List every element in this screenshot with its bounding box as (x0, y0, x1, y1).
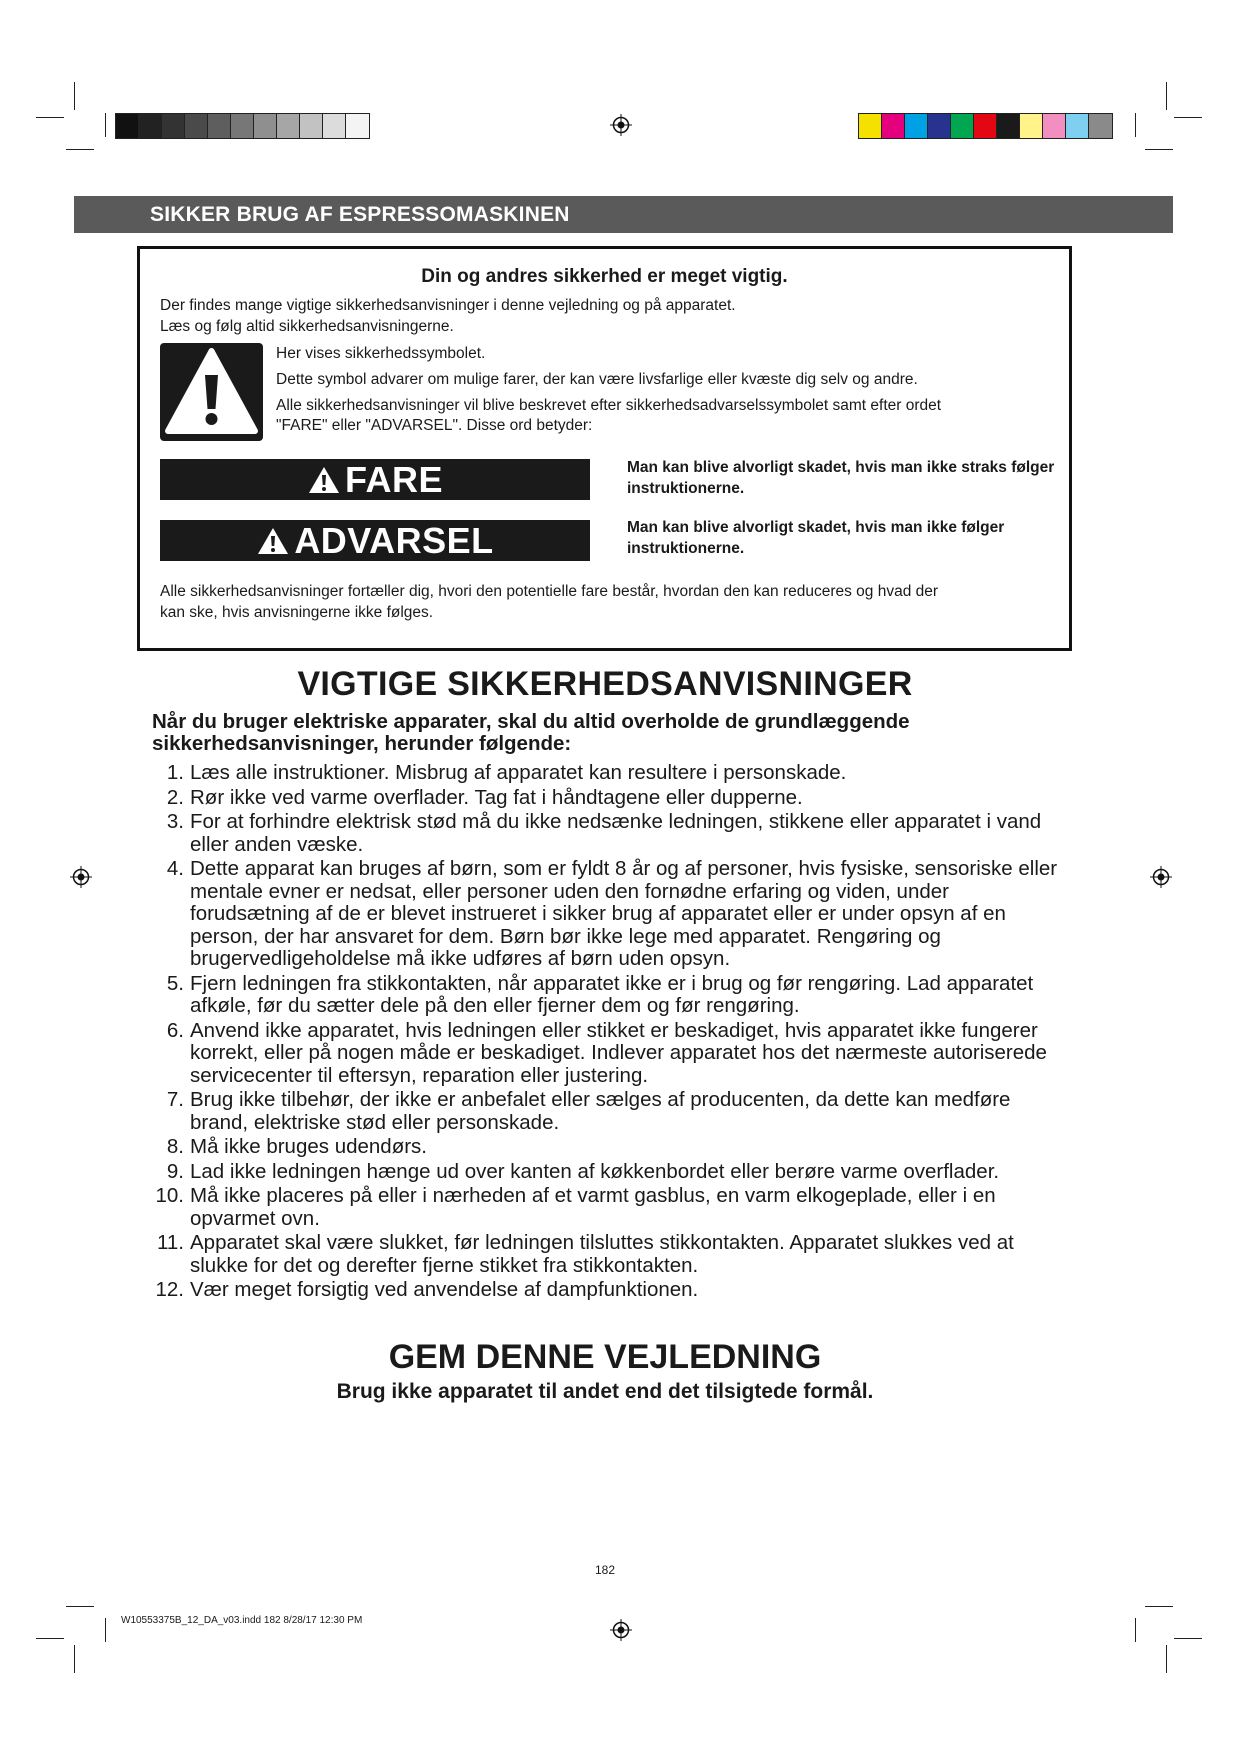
list-item-number: 7. (166, 1088, 184, 1111)
color-swatch (905, 114, 928, 138)
warning-triangle-icon (307, 465, 341, 495)
safety-instructions-list (150, 762, 1070, 1304)
safety-intro-line: Læs og følg altid sikkerhedsanvisningerne. (160, 318, 454, 335)
safety-closing-line: kan ske, hvis anvisningerne ikke følges. (160, 604, 434, 621)
symbol-text-line: "FARE" eller "ADVARSEL". Disse ord betyder: (276, 417, 593, 434)
crop-mark (1135, 113, 1136, 137)
color-swatch (208, 114, 231, 138)
list-item-number: 9. (166, 1159, 184, 1183)
crop-mark (1145, 149, 1173, 150)
color-swatch (859, 114, 882, 138)
safety-alert-symbol-icon (160, 343, 263, 441)
list-item-text: Vær meget forsigtig ved anvendelse af dampfunktionen. (190, 1278, 699, 1301)
color-swatch (1043, 114, 1066, 138)
crop-mark (1174, 1638, 1202, 1639)
color-swatch (300, 114, 323, 138)
safety-title: Din og andres sikkerhed er meget vigtig. (421, 266, 788, 287)
list-item (150, 1279, 1070, 1302)
registration-mark-icon (70, 866, 92, 888)
symbol-text-line: Alle sikkerhedsanvisninger vil blive beskrevet efter sikkerhedsadvarselssymbolet samt efter ordet (276, 397, 942, 414)
list-item (150, 1185, 1070, 1230)
crop-mark (105, 1618, 106, 1642)
color-swatch (139, 114, 162, 138)
advarsel-label-text: ADVARSEL (294, 519, 494, 561)
list-item-text: Dette apparat kan bruges af børn, som er fyldt 8 år og af personer, hvis fysiske, sensoriske eller mentale evner er nedsat, eller personer uden den fornødne erfaring og viden, under forudsætning af de er blevet instrueret i sikker brug af apparatet eller er under opsyn af en person, der har ansvaret for dem. Børn bør ikke lege med apparatet. Rengøring og brugervedligeholdelse må ikke udføres af børn uden opsyn. (190, 857, 1058, 970)
fare-label-text: FARE (344, 458, 443, 500)
fare-description: Man kan blive alvorligt skadet, hvis man ikke straks følger instruktionerne. (627, 459, 1055, 497)
color-swatch (1020, 114, 1043, 138)
symbol-text-line: Dette symbol advarer om mulige farer, der kan være livsfarlige eller kvæste dig selv og andre. (276, 371, 918, 388)
list-item-text: Læs alle instruktioner. Misbrug af apparatet kan resultere i personskade. (190, 761, 847, 784)
list-item-text: Fjern ledningen fra stikkontakten, når apparatet ikke er i brug og før rengøring. Lad apparatet afkøle, før du sætter dele på den eller fjerner dem og før rengøring. (190, 971, 1034, 1017)
crop-mark (66, 1606, 94, 1607)
color-swatch (882, 114, 905, 138)
process-color-bar (858, 113, 1113, 139)
fare-signal-label (160, 459, 590, 500)
crop-mark (1166, 1645, 1167, 1673)
color-swatch (1089, 114, 1112, 138)
color-swatch (323, 114, 346, 138)
crop-mark (1145, 1606, 1173, 1607)
color-swatch (346, 114, 369, 138)
list-item-number: 3. (166, 810, 184, 833)
list-item (150, 1136, 1070, 1159)
list-item (150, 1232, 1070, 1277)
list-item-number: 5. (166, 971, 184, 995)
warning-triangle-icon (256, 526, 290, 556)
list-item-number: 11. (157, 1231, 184, 1254)
list-item-text: Apparatet skal være slukket, før ledningen tilsluttes stikkontakten. Apparatet slukkes ved at slukke for det og derefter fjerne stikket fra stikkontakten. (190, 1231, 1014, 1277)
crop-mark (74, 82, 75, 110)
registration-mark-icon (1150, 866, 1172, 888)
crop-mark (105, 113, 106, 137)
page-number: 182 (594, 1563, 616, 1577)
color-swatch (951, 114, 974, 138)
crop-mark (1174, 117, 1202, 118)
section-header-title: SIKKER BRUG AF ESPRESSOMASKINEN (150, 203, 570, 226)
print-slug: W10553375B_12_DA_v03.indd 182 8/28/17 12:30 PM (121, 1615, 363, 1626)
list-item (150, 811, 1070, 856)
color-swatch (974, 114, 997, 138)
list-item-number: 6. (166, 1018, 184, 1042)
list-item (150, 762, 1070, 785)
symbol-text-line: Her vises sikkerhedssymbolet. (276, 345, 486, 362)
list-item-text: Rør ikke ved varme overflader. Tag fat i håndtagene eller dupperne. (190, 785, 803, 809)
list-item (150, 1020, 1070, 1088)
color-swatch (116, 114, 139, 138)
list-item-number: 1. (166, 761, 184, 784)
section-header-bar (74, 196, 1173, 233)
list-item (150, 787, 1070, 810)
safety-notice-box (137, 246, 1072, 651)
advarsel-description: Man kan blive alvorligt skadet, hvis man ikke følger instruktionerne. (627, 519, 1005, 557)
list-item-number: 12. (155, 1278, 184, 1301)
crop-mark (1135, 1618, 1136, 1642)
list-item-number: 8. (166, 1135, 184, 1158)
gray-color-bar (115, 113, 370, 139)
color-swatch (162, 114, 185, 138)
crop-mark (74, 1645, 75, 1673)
crop-mark (1166, 82, 1167, 110)
registration-mark-icon (610, 1619, 632, 1641)
color-swatch (254, 114, 277, 138)
list-item (150, 1161, 1070, 1184)
list-item-number: 2. (166, 785, 184, 809)
list-item-number: 10. (155, 1184, 184, 1207)
crop-mark (36, 117, 64, 118)
instructions-intro (152, 711, 1052, 755)
list-item (150, 1089, 1070, 1134)
color-swatch (1066, 114, 1089, 138)
list-item-text: Lad ikke ledningen hænge ud over kanten af køkkenbordet eller berøre varme overflader. (190, 1159, 1000, 1183)
list-item-text: For at forhindre elektrisk stød må du ikke nedsænke ledningen, stikkene eller apparatet i vand eller anden væske. (190, 810, 1042, 856)
color-swatch (928, 114, 951, 138)
color-swatch (231, 114, 254, 138)
list-item-text: Brug ikke tilbehør, der ikke er anbefalet eller sælges af producenten, da dette kan medføre brand, elektriske stød eller personskade. (190, 1088, 1011, 1134)
crop-mark (66, 149, 94, 150)
intended-use-note: Brug ikke apparatet til andet end det tilsigtede formål. (336, 1380, 874, 1403)
color-swatch (277, 114, 300, 138)
color-swatch (997, 114, 1020, 138)
advarsel-signal-label (160, 520, 590, 561)
list-item-text: Anvend ikke apparatet, hvis ledningen eller stikket er beskadiget, hvis apparatet ikke fungerer korrekt, eller på nogen måde er beskadiget. Indlever apparatet hos det nærmeste autoriserede servicecenter til eftersyn, reparation eller justering. (190, 1018, 1047, 1087)
list-item-text: Må ikke placeres på eller i nærheden af et varmt gasblus, en varm elkogeplade, eller i en opvarmet ovn. (190, 1184, 996, 1230)
safety-closing-line: Alle sikkerhedsanvisninger fortæller dig, hvori den potentielle fare består, hvordan den kan reduceres og hvad der (160, 583, 939, 600)
list-item-number: 4. (166, 857, 184, 880)
instructions-intro-line: sikkerhedsanvisninger, herunder følgende: (152, 732, 572, 755)
list-item (150, 858, 1070, 971)
crop-mark (36, 1638, 64, 1639)
safety-intro-line: Der findes mange vigtige sikkerhedsanvisninger i denne vejledning og på apparatet. (160, 297, 736, 314)
list-item-text: Må ikke bruges udendørs. (190, 1135, 428, 1158)
instructions-intro-line: Når du bruger elektriske apparater, skal du altid overholde de grundlæggende (152, 710, 910, 733)
registration-mark-icon (610, 114, 632, 136)
save-instructions-heading: GEM DENNE VEJLEDNING (388, 1338, 822, 1376)
instructions-heading: VIGTIGE SIKKERHEDSANVISNINGER (297, 665, 913, 703)
color-swatch (185, 114, 208, 138)
list-item (150, 973, 1070, 1018)
